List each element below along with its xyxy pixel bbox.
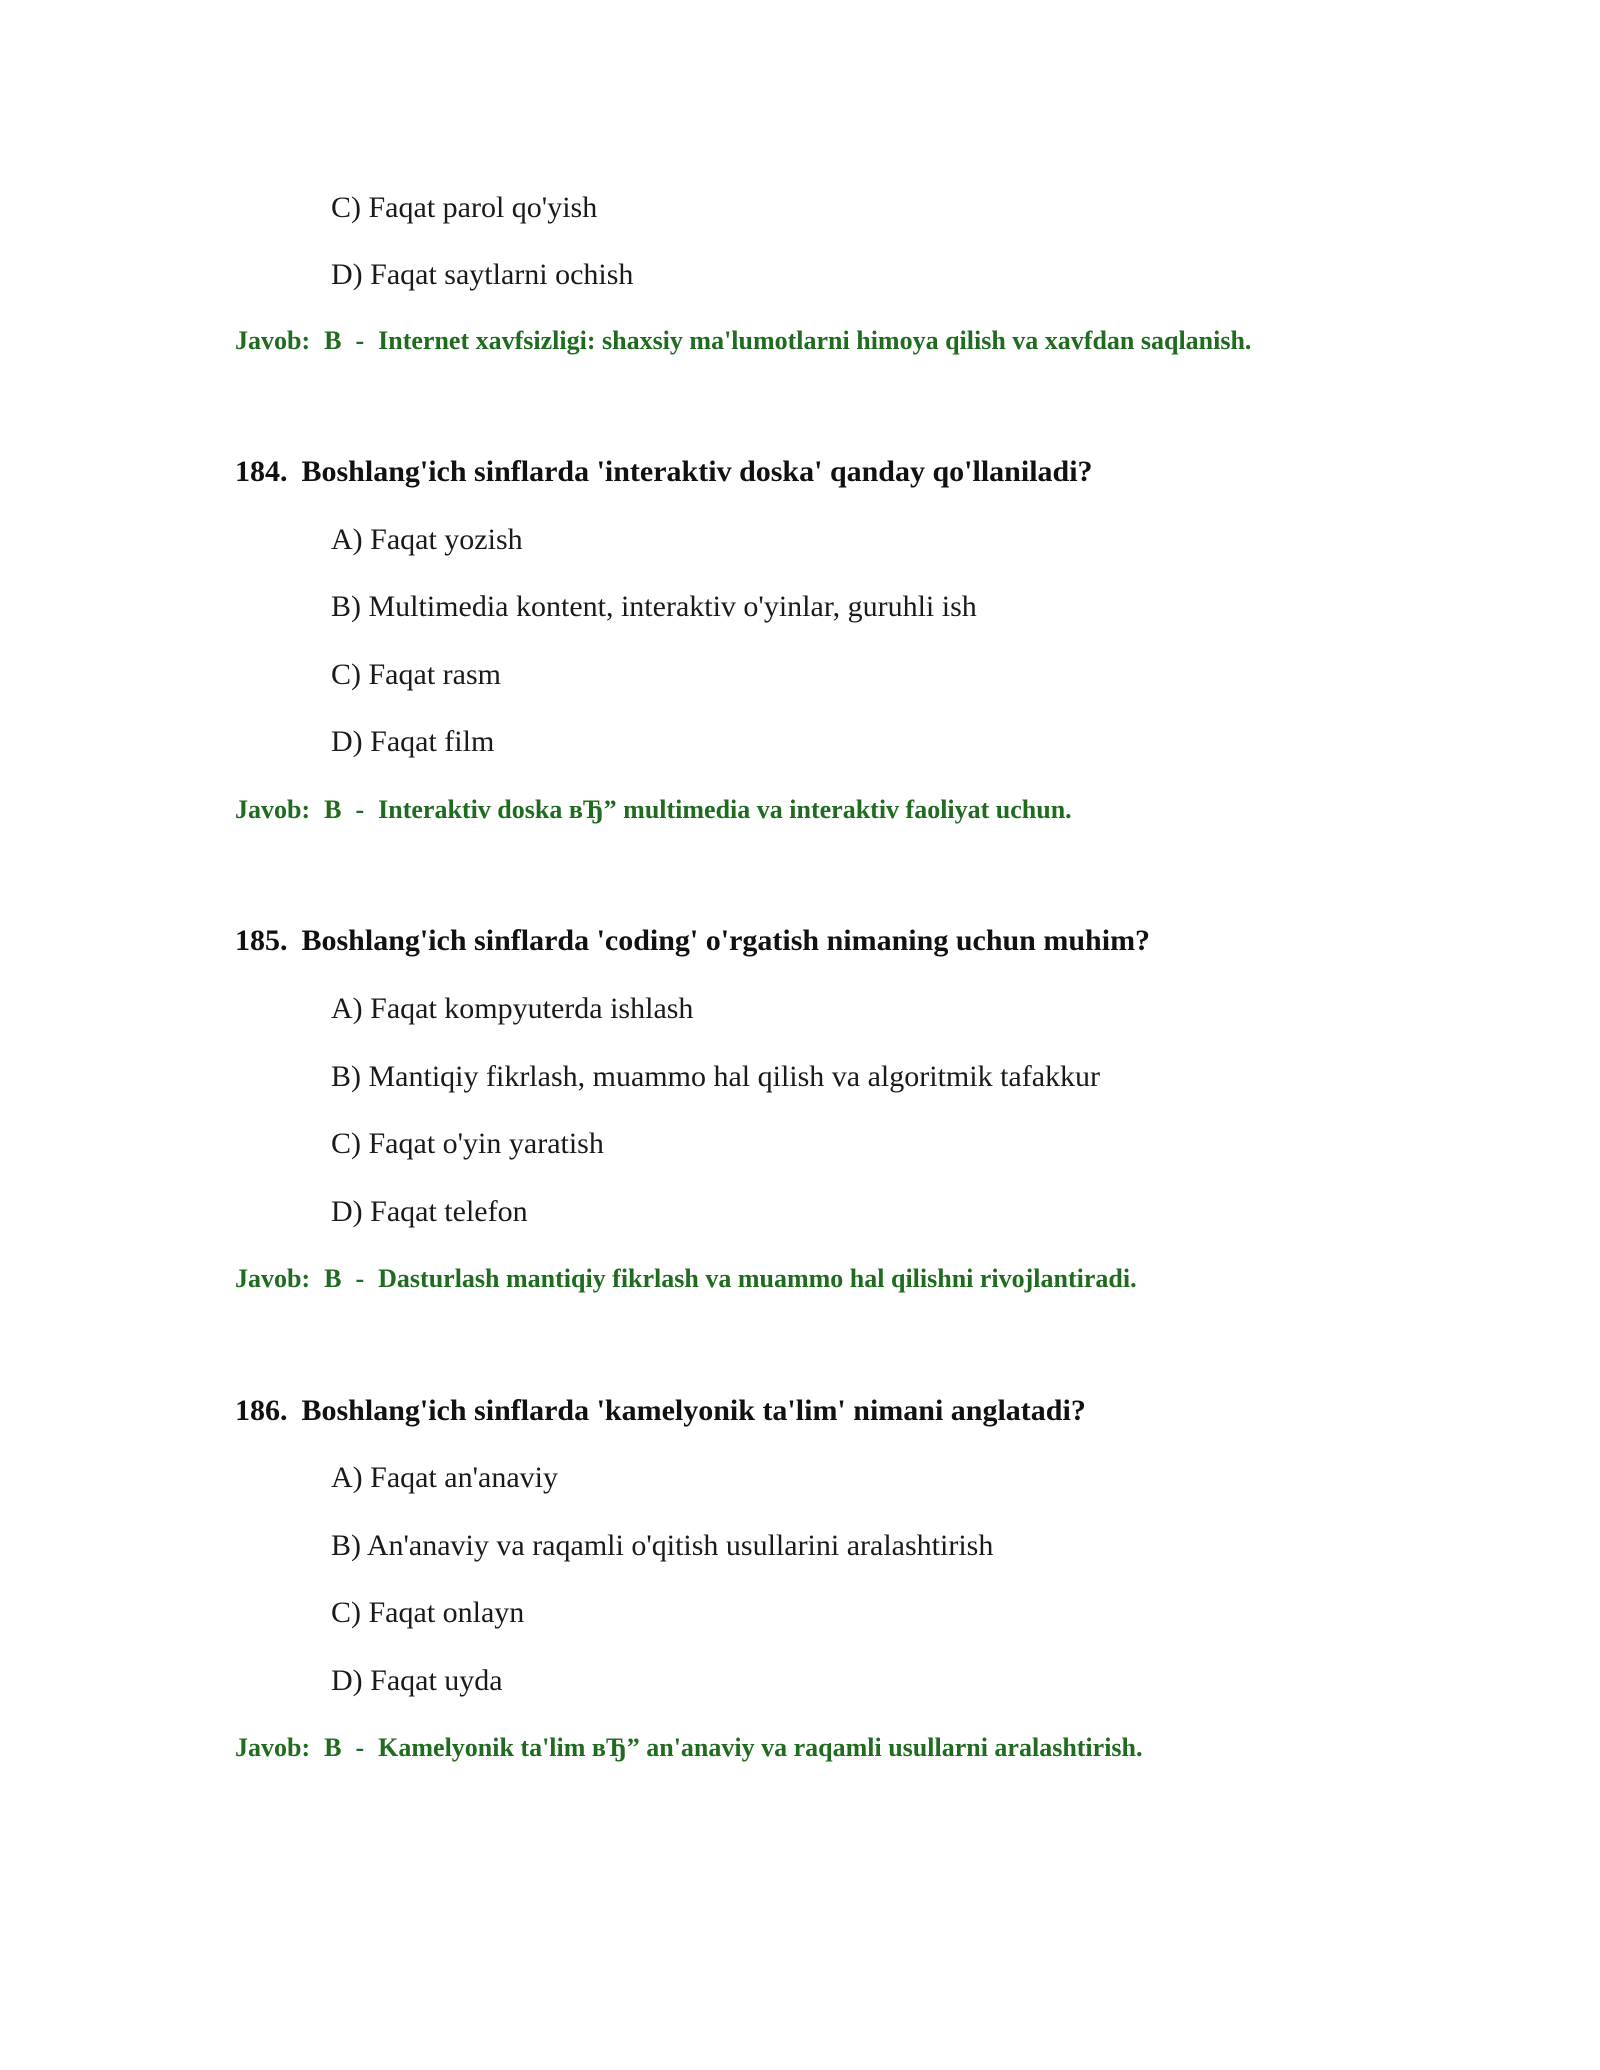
answer-label: Javob: — [235, 1733, 311, 1762]
question-title — [235, 926, 1150, 956]
answer-dash: - — [355, 1733, 365, 1762]
option-a: A) Faqat yozish — [331, 523, 523, 556]
option-c: C) Faqat o'yin yaratish — [331, 1127, 604, 1160]
answer-dash: - — [355, 326, 365, 355]
option-d: D) Faqat saytlarni ochish — [331, 258, 634, 291]
question-number: 184. — [235, 455, 288, 488]
question-text: Boshlang'ich sinflarda 'coding' o'rgatish nimaning uchun muhim? — [301, 924, 1151, 957]
answer-dash: - — [355, 1264, 365, 1293]
answer-line — [235, 1735, 1143, 1761]
answer-line — [235, 1266, 1137, 1292]
answer-letter: B — [324, 1264, 342, 1293]
answer-dash: - — [355, 795, 365, 824]
answer-line — [235, 328, 1251, 354]
option-a: A) Faqat an'anaviy — [331, 1461, 558, 1494]
question-title — [235, 457, 1093, 487]
answer-label: Javob: — [235, 795, 311, 824]
answer-label: Javob: — [235, 326, 311, 355]
answer-explanation: Dasturlash mantiqiy fikrlash va muammo hal qilishni rivojlantiradi. — [378, 1264, 1137, 1293]
answer-letter: B — [324, 1733, 342, 1762]
answer-line — [235, 797, 1072, 823]
answer-letter: B — [324, 795, 342, 824]
option-c: C) Faqat onlayn — [331, 1596, 525, 1629]
option-d: D) Faqat telefon — [331, 1195, 528, 1228]
answer-explanation: Internet xavfsizligi: shaxsiy ma'lumotlarni himoya qilish va xavfdan saqlanish. — [378, 326, 1252, 355]
question-number: 185. — [235, 924, 288, 957]
option-b: B) An'anaviy va raqamli o'qitish usullarini aralashtirish — [331, 1529, 994, 1562]
option-c: C) Faqat parol qo'yish — [331, 191, 598, 224]
option-b: B) Mantiqiy fikrlash, muammo hal qilish va algoritmik tafakkur — [331, 1060, 1101, 1093]
option-a: A) Faqat kompyuterda ishlash — [331, 992, 694, 1025]
question-title — [235, 1396, 1086, 1426]
option-d: D) Faqat film — [331, 725, 495, 758]
option-c: C) Faqat rasm — [331, 658, 501, 691]
question-number: 186. — [235, 1394, 288, 1427]
answer-label: Javob: — [235, 1264, 311, 1293]
answer-letter: B — [324, 326, 342, 355]
answer-explanation: Kamelyonik ta'lim вЂ” an'anaviy va raqamli usullarni aralashtirish. — [378, 1733, 1143, 1762]
question-text: Boshlang'ich sinflarda 'interaktiv doska' qanday qo'llaniladi? — [301, 455, 1093, 488]
question-text: Boshlang'ich sinflarda 'kamelyonik ta'lim' nimani anglatadi? — [301, 1394, 1086, 1427]
option-d: D) Faqat uyda — [331, 1664, 503, 1697]
answer-explanation: Interaktiv doska вЂ” multimedia va interaktiv faoliyat uchun. — [378, 795, 1072, 824]
option-b: B) Multimedia kontent, interaktiv o'yinlar, guruhli ish — [331, 590, 977, 623]
